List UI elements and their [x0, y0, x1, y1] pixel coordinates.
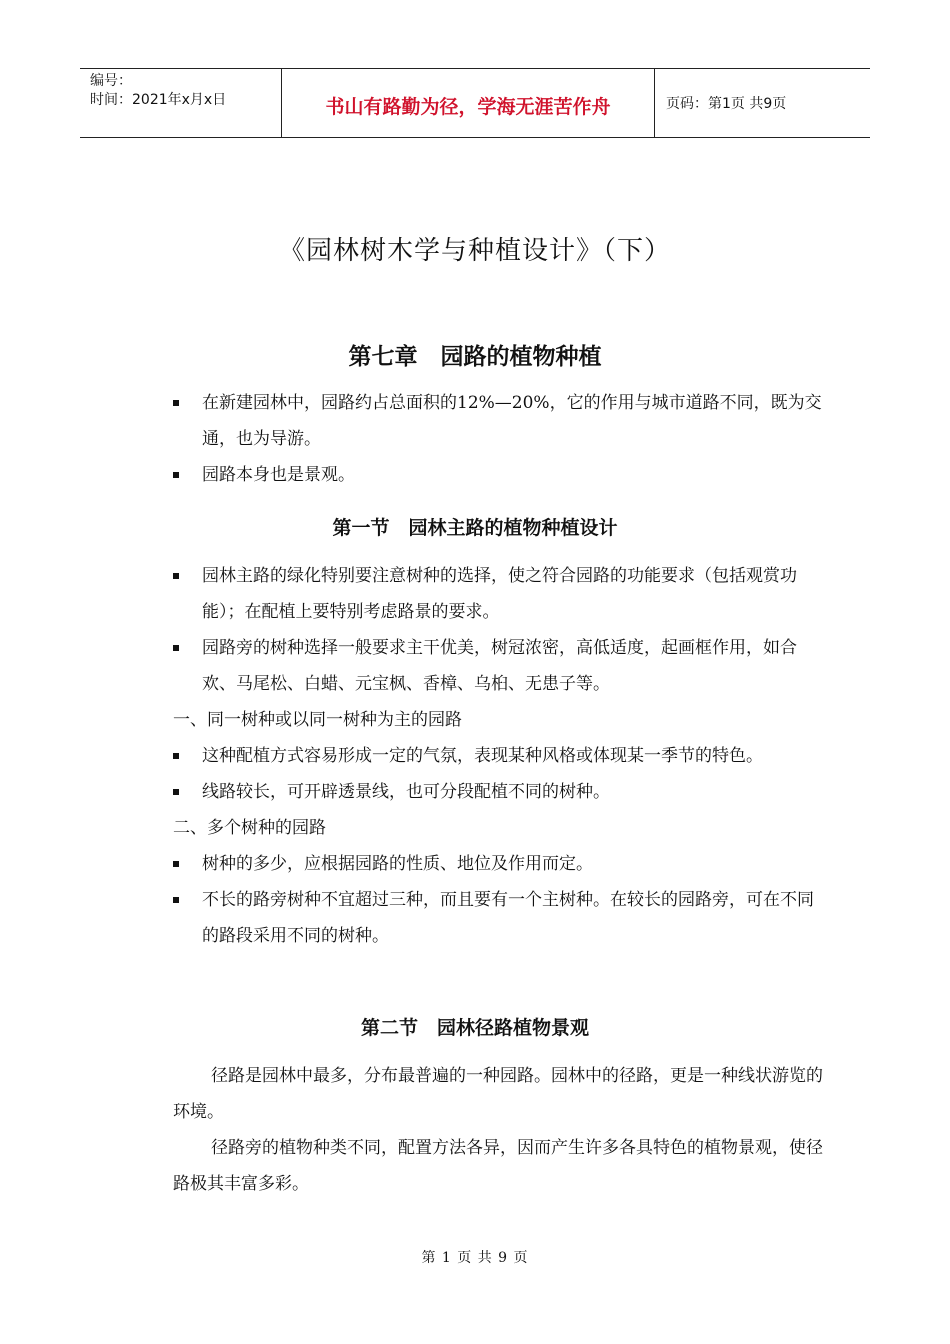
motto: 书山有路勤为径，学海无涯苦作舟 — [281, 69, 655, 137]
list-item: 树种的多少，应根据园路的性质、地位及作用而定。 — [173, 846, 823, 882]
list-item: 园路旁的树种选择一般要求主干优美，树冠浓密，高低适度，起画框作用，如合欢、马尾松、白蜡、元宝枫、香樟、乌桕、无患子等。 — [173, 630, 823, 702]
bullet-icon — [173, 753, 179, 759]
bullet-icon — [173, 400, 179, 406]
header-left-cell — [80, 69, 281, 137]
document-title: 《园林树木学与种植设计》（下） — [278, 236, 671, 266]
list-item: 在新建园林中，园路约占总面积的12%—20%，它的作用与城市道路不同，既为交通，也为导游。 — [173, 385, 823, 457]
chapter-heading: 第七章 园路的植物种植 — [348, 344, 602, 370]
time-label: 时间：2021年x月x日 — [90, 92, 227, 108]
header-table — [80, 68, 870, 138]
section2-heading: 第二节 园林径路植物景观 — [360, 1017, 589, 1039]
bullet-icon — [173, 897, 179, 903]
section1-heading: 第一节 园林主路的植物种植设计 — [332, 517, 618, 539]
paragraph: 径路是园林中最多，分布最普遍的一种园路。园林中的径路，更是一种线状游览的环境。 — [173, 1066, 823, 1122]
number-label: 编号： — [90, 73, 132, 89]
paragraph: 径路旁的植物种类不同，配置方法各异，因而产生许多各具特色的植物景观，使径路极其丰富多彩。 — [173, 1138, 823, 1194]
subheading: 一、同一树种或以同一树种为主的园路 — [173, 710, 462, 730]
page-info: 页码：第1页 共9页 — [666, 96, 787, 112]
list-item: 这种配植方式容易形成一定的气氛，表现某种风格或体现某一季节的特色。 — [173, 738, 823, 774]
page-footer: 第 1 页 共 9 页 — [421, 1250, 529, 1266]
bullet-icon — [173, 472, 179, 478]
bullet-icon — [173, 789, 179, 795]
section2-body — [173, 1058, 823, 1202]
bullet-icon — [173, 645, 179, 651]
bullet-icon — [173, 573, 179, 579]
section1-body — [173, 558, 823, 954]
list-item: 园路本身也是景观。 — [173, 457, 823, 493]
list-item: 园林主路的绿化特别要注意树种的选择，使之符合园路的功能要求（包括观赏功能）；在配植上要特别考虑路景的要求。 — [173, 558, 823, 630]
subheading: 二、多个树种的园路 — [173, 818, 326, 838]
list-item: 不长的路旁树种不宜超过三种，而且要有一个主树种。在较长的园路旁，可在不同的路段采用不同的树种。 — [173, 882, 823, 954]
bullet-icon — [173, 861, 179, 867]
list-item: 线路较长，可开辟透景线，也可分段配植不同的树种。 — [173, 774, 823, 810]
chapter-bullets — [173, 385, 823, 493]
